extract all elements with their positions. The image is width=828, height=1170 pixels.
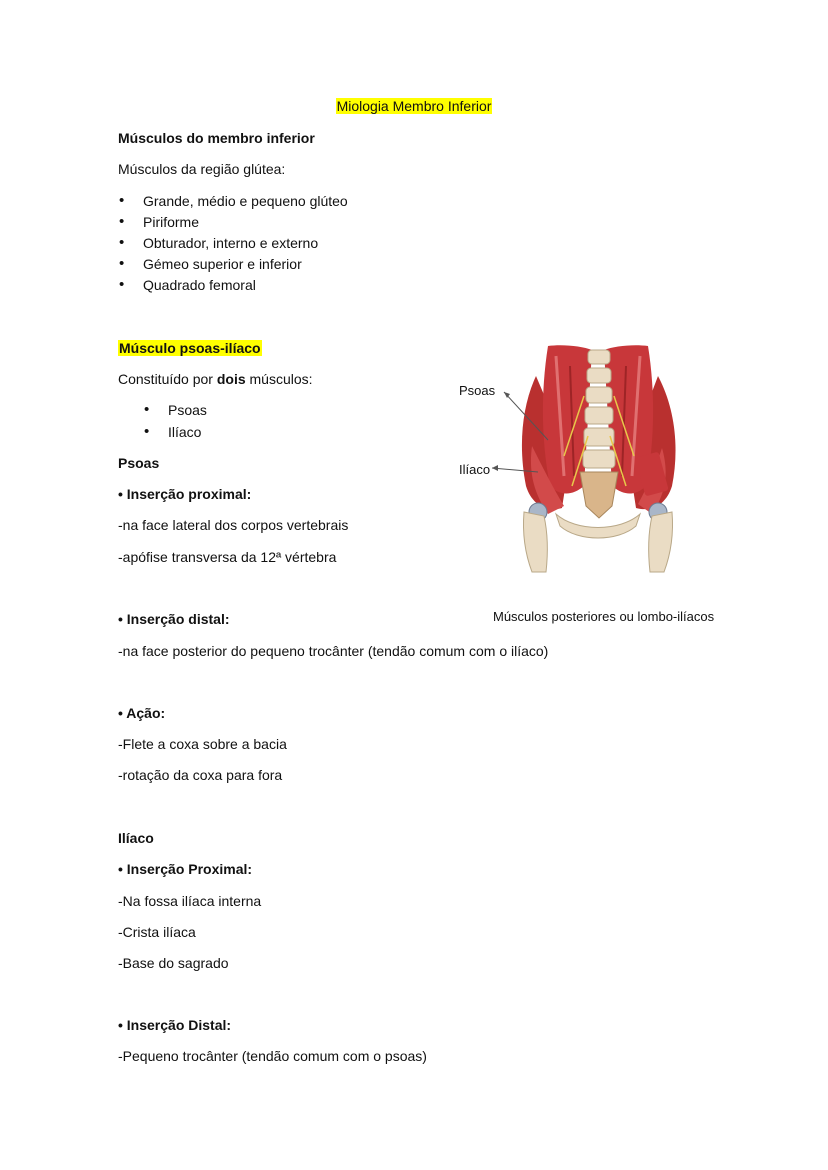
psoas-proximal-heading: • Inserção proximal:: [118, 486, 252, 502]
psoas-action-1: -Flete a coxa sobre a bacia: [118, 736, 287, 752]
iliaco-proximal-3: -Base do sagrado: [118, 955, 229, 971]
constituted-text: Constituído por dois músculos:: [118, 371, 313, 387]
list-item: • Psoas: [144, 401, 207, 418]
iliaco-proximal-1: -Na fossa ilíaca interna: [118, 893, 262, 909]
figure-label-psoas: Psoas: [459, 383, 496, 398]
anatomy-figure: [452, 336, 712, 576]
list-item: • Grande, médio e pequeno glúteo: [119, 192, 348, 209]
list-item: • Piriforme: [119, 213, 200, 230]
list-item: • Quadrado femoral: [119, 276, 256, 293]
psoas-iliaco-heading: Músculo psoas-ilíaco: [119, 340, 261, 356]
psoas-distal-heading: • Inserção distal:: [118, 611, 230, 627]
psoas-proximal-1: -na face lateral dos corpos vertebrais: [118, 517, 349, 533]
figure-label-iliaco: Ilíaco: [459, 462, 491, 477]
psoas-proximal-2: -apófise transversa da 12ª vértebra: [118, 549, 337, 565]
list-item: • Obturador, interno e externo: [119, 234, 319, 251]
iliaco-distal-1: -Pequeno trocânter (tendão comum com o psoas): [118, 1048, 427, 1064]
psoas-action-heading: • Ação:: [118, 705, 166, 721]
psoas-heading: Psoas: [118, 455, 160, 471]
figure-caption: Músculos posteriores ou lombo-ilíacos: [493, 609, 715, 624]
page-title: Miologia Membro Inferior: [336, 98, 492, 114]
section-heading-muscles: Músculos do membro inferior: [118, 130, 315, 146]
psoas-iliaco-illustration: [452, 336, 712, 576]
iliaco-proximal-2: -Crista ilíaca: [118, 924, 196, 940]
list-item: • Gémeo superior e inferior: [119, 255, 302, 272]
iliaco-heading: Ilíaco: [118, 830, 154, 846]
iliaco-proximal-heading: • Inserção Proximal:: [118, 861, 253, 877]
gluteal-intro: Músculos da região glútea:: [118, 161, 286, 177]
iliaco-distal-heading: • Inserção Distal:: [118, 1017, 232, 1033]
psoas-action-2: -rotação da coxa para fora: [118, 767, 283, 783]
list-item: • Ilíaco: [144, 423, 202, 440]
psoas-distal-1: -na face posterior do pequeno trocânter (tendão comum com o ilíaco): [118, 643, 549, 659]
